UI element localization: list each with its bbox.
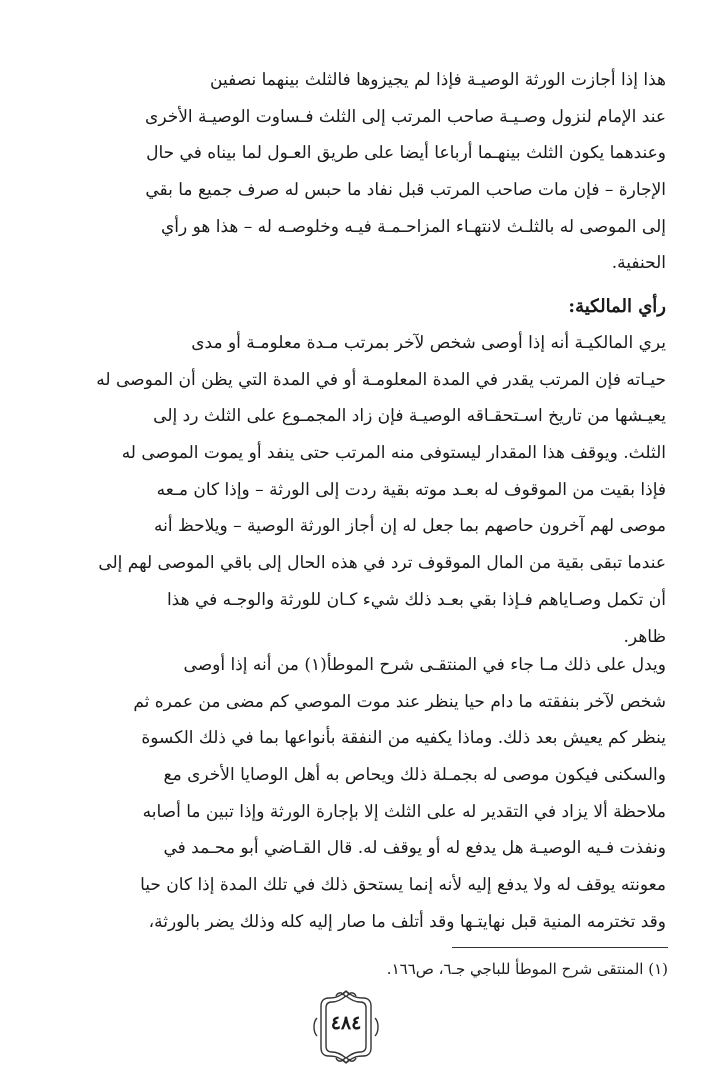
text-line: يعيـشها من تاريخ اسـتحقـاقه الوصيـة فإن زاد المجمـوع على الثلث رد إلى	[153, 406, 666, 427]
text-line: فإذا بقيت من الموقوف له بعـد موته بقية ردت إلى الورثة – وإذا كان مـعه	[156, 479, 666, 500]
text-line: ويدل على ذلك مـا جاء في المنتقـى شرح الموطأ(١) من أنه إذا أوصى	[183, 655, 666, 675]
text-line: ملاحظة ألا يزاد في التقدير له على الثلث إلا بإجارة الورثة وإذا تبين ما أصابه	[142, 801, 666, 822]
text-line: ظاهر.	[623, 626, 666, 647]
text-line: يري المالكيـة أنه إذا أوصى شخص لآخر بمرتب مـدة معلومـة أو مدى	[191, 333, 666, 353]
text-line: وقد تخترمه المنية قبل نهايتـها وقد أتلف ما صار إليه كله وذلك يضر بالورثة،	[148, 911, 666, 932]
text-line: الحنفية.	[611, 253, 666, 274]
text-line: وعندهما يكون الثلث بينهـما أرباعا أيضا على طريق العـول لما بيناه في حال	[146, 143, 666, 164]
text-line: إلى الموصى له بالثلـث لانتهـاء المزاحـمـة فيـه وخلوصـه له – هذا هو رأي	[160, 216, 666, 237]
paragraph-maliki-opinion	[36, 325, 666, 655]
text-line: الإجارة – فإن مات صاحب المرتب قبل نفاد ما حبس له صرف جميع ما بقي	[145, 180, 666, 201]
paragraph-hanafi-conclusion	[36, 62, 666, 282]
page-number: ٤٨٤	[330, 1012, 362, 1034]
text-line: شخص لآخر بنفقته ما دام حيا ينظر عند موت الموصي كم مضى من عمره ثم	[133, 691, 666, 712]
footnote: (١) المنتقى شرح الموطأ للباجي جـ٦، ص١٦٦.	[386, 960, 668, 978]
section-heading: رأي المالكية:	[568, 296, 666, 317]
text-line: معونته يوقف له ولا يدفع إليه لأنه إنما يستحق ذلك في تلك المدة إذا كان حيا	[140, 875, 666, 896]
text-line: والسكنى فيكون موصى له بجمـلة ذلك ويحاص به أهل الوصايا الأخرى مع	[163, 765, 666, 786]
text-line: أن تكمل وصـاياهم فـإذا بقي بعـد ذلك شيء كـان للورثة والوجـه في هذا	[166, 589, 666, 610]
text-line: هذا إذا أجازت الورثة الوصيـة فإذا لم يجيزوها فالثلث بينهما نصفين	[210, 70, 666, 90]
paragraph-muntaqa-evidence	[36, 647, 666, 941]
text-line: عند الإمام لنزول وصـيـة صاحب المرتب إلى الثلث فـساوت الوصيـة الأخرى	[145, 106, 666, 127]
text-line: حيـاته فإن المرتب يقدر في المدة المعلومـة أو في المدة التي يظن أن الموصى له	[96, 369, 666, 390]
text-line: ينظر كم يعيش بعد ذلك. وماذا يكفيه من النفقة بأنواعها بما في ذلك الكسوة	[141, 728, 666, 749]
text-line: ونفذت فـيه الوصيـة هل يدفع له أو يوقف له. قال القـاضي أبو محـمد في	[163, 838, 666, 859]
footnote-divider	[452, 947, 668, 948]
text-line: موصى لهم آخرون حاصهم بما جعل له إن أجاز الورثة الوصية – ويلاحظ أنه	[153, 516, 666, 537]
text-line: عندما تبقى بقية من المال الموقوف ترد في هذه الحال إلى باقي الموصى لهم إلى	[98, 553, 666, 574]
text-line: الثلث. ويوقف هذا المقدار ليستوفى منه المرتب حتى ينفد أو يموت الموصى له	[121, 443, 666, 464]
